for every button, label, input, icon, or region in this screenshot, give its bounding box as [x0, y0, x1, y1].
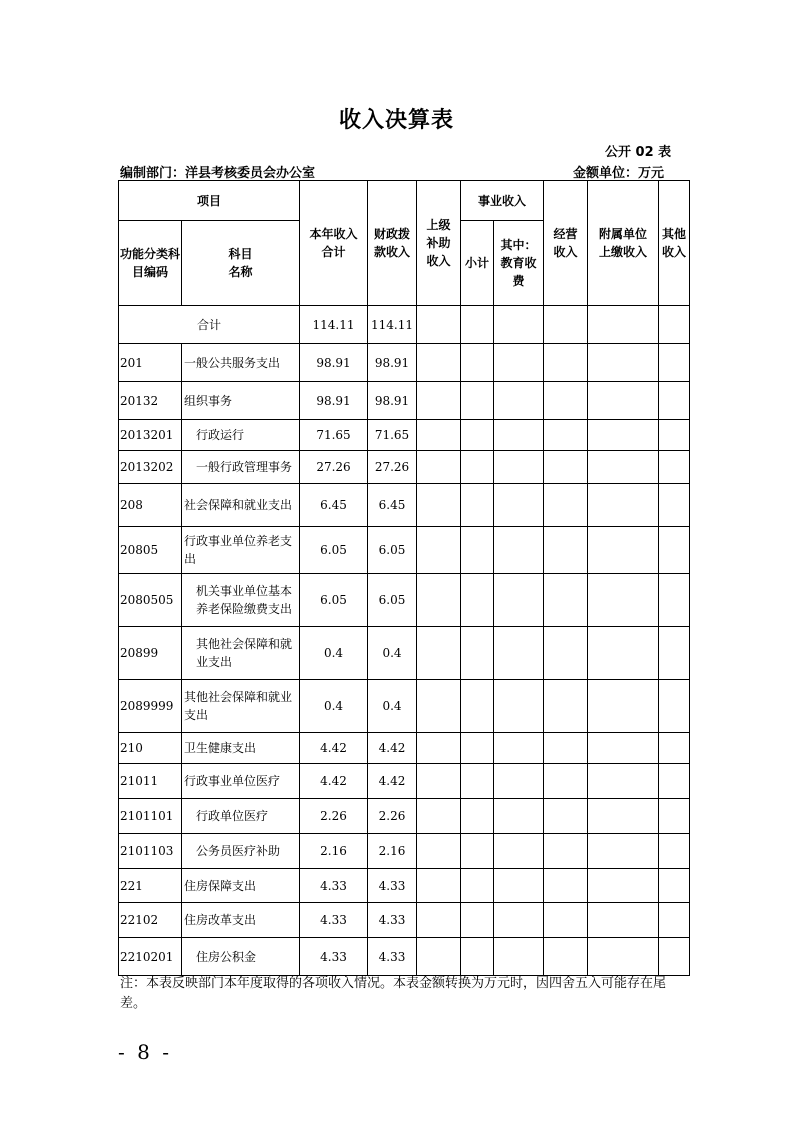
empty-cell [417, 382, 461, 420]
row-fiscal: 0.4 [368, 680, 417, 733]
empty-cell [417, 733, 461, 764]
empty-cell [461, 733, 494, 764]
empty-cell [659, 834, 690, 869]
empty-cell [494, 627, 544, 680]
empty-cell [461, 527, 494, 574]
empty-cell [461, 451, 494, 484]
header-subject-name [182, 221, 300, 306]
total-amount: 114.11 [300, 306, 368, 344]
row-code: 20805 [119, 527, 182, 574]
row-fiscal: 6.45 [368, 484, 417, 527]
empty-cell [544, 938, 588, 976]
empty-cell [588, 834, 659, 869]
empty-cell [544, 344, 588, 382]
empty-cell [588, 764, 659, 799]
table-row [119, 733, 690, 764]
empty-cell [494, 733, 544, 764]
row-code: 21011 [119, 764, 182, 799]
empty-cell [659, 344, 690, 382]
empty-cell [544, 869, 588, 903]
empty-cell [588, 451, 659, 484]
empty-cell [494, 799, 544, 834]
empty-cell [544, 627, 588, 680]
header-total-text: 本年收入合计 [309, 227, 358, 259]
empty-cell [659, 627, 690, 680]
empty-cell [588, 382, 659, 420]
empty-cell [659, 306, 690, 344]
header-affiliated [588, 181, 659, 306]
row-name: 其他社会保障和就业支出 [182, 627, 300, 680]
row-fiscal: 2.16 [368, 834, 417, 869]
empty-cell [659, 527, 690, 574]
empty-cell [461, 834, 494, 869]
empty-cell [588, 420, 659, 451]
table-row [119, 764, 690, 799]
table-row [119, 627, 690, 680]
table-row [119, 869, 690, 903]
row-total: 27.26 [300, 451, 368, 484]
row-total: 6.05 [300, 574, 368, 627]
empty-cell [544, 420, 588, 451]
empty-cell [417, 306, 461, 344]
table-row [119, 903, 690, 938]
empty-cell [417, 764, 461, 799]
empty-cell [417, 903, 461, 938]
empty-cell [659, 903, 690, 938]
empty-cell [659, 869, 690, 903]
empty-cell [417, 938, 461, 976]
row-name: 公务员医疗补助 [182, 834, 300, 869]
row-total: 6.45 [300, 484, 368, 527]
table-row [119, 527, 690, 574]
table-row [119, 574, 690, 627]
row-total: 4.42 [300, 733, 368, 764]
empty-cell [494, 680, 544, 733]
row-fiscal: 4.33 [368, 938, 417, 976]
table-note: 注：本表反映部门本年度取得的各项收入情况。本表金额转换为万元时，因四舍五入可能存在尾差。 [120, 976, 667, 1011]
header-other-text: 其他收入 [662, 227, 687, 259]
row-code: 20132 [119, 382, 182, 420]
page-number: - 8 - [118, 1040, 172, 1064]
empty-cell [417, 799, 461, 834]
header-business: 事业收入 [461, 181, 544, 221]
row-code: 2013202 [119, 451, 182, 484]
row-total: 4.33 [300, 938, 368, 976]
header-operating [544, 181, 588, 306]
header-project: 项目 [119, 181, 300, 221]
empty-cell [544, 527, 588, 574]
table-row [119, 420, 690, 451]
row-name: 机关事业单位基本养老保险缴费支出 [182, 574, 300, 627]
row-fiscal: 2.26 [368, 799, 417, 834]
empty-cell [494, 451, 544, 484]
empty-cell [461, 574, 494, 627]
table-row [119, 382, 690, 420]
empty-cell [461, 903, 494, 938]
row-total: 2.26 [300, 799, 368, 834]
row-name: 其他社会保障和就业支出 [182, 680, 300, 733]
empty-cell [588, 574, 659, 627]
empty-cell [544, 834, 588, 869]
header-other [659, 181, 690, 306]
empty-cell [494, 420, 544, 451]
empty-cell [588, 903, 659, 938]
table-row [119, 938, 690, 976]
empty-cell [461, 484, 494, 527]
empty-cell [544, 484, 588, 527]
row-fiscal: 6.05 [368, 574, 417, 627]
empty-cell [461, 344, 494, 382]
row-total: 98.91 [300, 344, 368, 382]
form-number: 公开 02 表 [605, 145, 672, 160]
empty-cell [417, 527, 461, 574]
empty-cell [461, 420, 494, 451]
total-label: 合计 [119, 306, 300, 344]
empty-cell [494, 764, 544, 799]
empty-cell [659, 484, 690, 527]
row-total: 2.16 [300, 834, 368, 869]
row-total: 4.33 [300, 869, 368, 903]
header-subtotal: 小计 [461, 221, 494, 306]
row-fiscal: 4.42 [368, 733, 417, 764]
empty-cell [588, 484, 659, 527]
empty-cell [494, 382, 544, 420]
row-name: 社会保障和就业支出 [182, 484, 300, 527]
table-row [119, 344, 690, 382]
amount-unit: 金额单位：万元 [573, 166, 665, 181]
empty-cell [417, 451, 461, 484]
row-name: 一般行政管理事务 [182, 451, 300, 484]
table-row [119, 484, 690, 527]
row-total: 4.33 [300, 903, 368, 938]
empty-cell [544, 799, 588, 834]
table-row [119, 799, 690, 834]
empty-cell [417, 484, 461, 527]
header-fiscal-text: 财政拨款收入 [374, 227, 411, 259]
document-title: 收入决算表 [338, 108, 454, 133]
row-total: 0.4 [300, 680, 368, 733]
row-name: 行政单位医疗 [182, 799, 300, 834]
empty-cell [494, 306, 544, 344]
row-fiscal: 27.26 [368, 451, 417, 484]
empty-cell [417, 680, 461, 733]
empty-cell [417, 869, 461, 903]
header-operating-text: 经营收入 [553, 227, 578, 259]
row-name: 卫生健康支出 [182, 733, 300, 764]
empty-cell [544, 306, 588, 344]
row-total: 0.4 [300, 627, 368, 680]
empty-cell [588, 627, 659, 680]
row-name: 行政事业单位医疗 [182, 764, 300, 799]
row-total: 6.05 [300, 527, 368, 574]
row-fiscal: 6.05 [368, 527, 417, 574]
header-total [300, 181, 368, 306]
header-education [494, 221, 544, 306]
row-code: 210 [119, 733, 182, 764]
table-row [119, 451, 690, 484]
row-total: 71.65 [300, 420, 368, 451]
empty-cell [588, 733, 659, 764]
empty-cell [544, 764, 588, 799]
total-row [119, 306, 690, 344]
empty-cell [588, 680, 659, 733]
empty-cell [659, 574, 690, 627]
row-total: 4.42 [300, 764, 368, 799]
row-name: 一般公共服务支出 [182, 344, 300, 382]
empty-cell [659, 680, 690, 733]
row-code: 2013201 [119, 420, 182, 451]
row-name: 住房公积金 [182, 938, 300, 976]
empty-cell [417, 627, 461, 680]
header-affiliated-text: 附属单位上缴收入 [599, 227, 648, 259]
empty-cell [494, 574, 544, 627]
row-fiscal: 4.42 [368, 764, 417, 799]
empty-cell [544, 733, 588, 764]
empty-cell [417, 574, 461, 627]
table-row [119, 680, 690, 733]
empty-cell [494, 834, 544, 869]
row-code: 221 [119, 869, 182, 903]
row-total: 98.91 [300, 382, 368, 420]
empty-cell [461, 799, 494, 834]
row-fiscal: 4.33 [368, 903, 417, 938]
row-code: 201 [119, 344, 182, 382]
row-name: 组织事务 [182, 382, 300, 420]
row-fiscal: 0.4 [368, 627, 417, 680]
empty-cell [494, 869, 544, 903]
row-code: 2101103 [119, 834, 182, 869]
row-name: 住房保障支出 [182, 869, 300, 903]
row-fiscal: 71.65 [368, 420, 417, 451]
empty-cell [544, 382, 588, 420]
empty-cell [494, 344, 544, 382]
row-fiscal: 98.91 [368, 344, 417, 382]
empty-cell [461, 764, 494, 799]
header-superior-text: 上级补助收入 [426, 218, 451, 268]
table-row [119, 834, 690, 869]
row-code: 2101101 [119, 799, 182, 834]
row-name: 行政运行 [182, 420, 300, 451]
empty-cell [659, 451, 690, 484]
empty-cell [461, 680, 494, 733]
income-table [118, 180, 690, 976]
empty-cell [494, 527, 544, 574]
header-superior [417, 181, 461, 306]
empty-cell [659, 799, 690, 834]
empty-cell [659, 733, 690, 764]
empty-cell [588, 344, 659, 382]
empty-cell [494, 938, 544, 976]
empty-cell [417, 420, 461, 451]
row-code: 208 [119, 484, 182, 527]
total-fiscal: 114.11 [368, 306, 417, 344]
empty-cell [588, 306, 659, 344]
empty-cell [461, 869, 494, 903]
header-subject-name-text: 科目名称 [228, 247, 253, 279]
empty-cell [659, 938, 690, 976]
empty-cell [659, 420, 690, 451]
row-code: 20899 [119, 627, 182, 680]
empty-cell [461, 938, 494, 976]
row-code: 2089999 [119, 680, 182, 733]
row-name: 行政事业单位养老支出 [182, 527, 300, 574]
header-education-text: 其中：教育收费 [500, 238, 537, 288]
empty-cell [659, 764, 690, 799]
empty-cell [461, 306, 494, 344]
empty-cell [588, 527, 659, 574]
header-func-code-text: 功能分类科目编码 [119, 247, 180, 279]
empty-cell [461, 627, 494, 680]
empty-cell [588, 799, 659, 834]
row-code: 2210201 [119, 938, 182, 976]
empty-cell [461, 382, 494, 420]
row-code: 22102 [119, 903, 182, 938]
empty-cell [588, 938, 659, 976]
row-fiscal: 4.33 [368, 869, 417, 903]
header-func-code [119, 221, 182, 306]
empty-cell [494, 484, 544, 527]
row-name: 住房改革支出 [182, 903, 300, 938]
empty-cell [659, 382, 690, 420]
empty-cell [544, 574, 588, 627]
row-code: 2080505 [119, 574, 182, 627]
empty-cell [544, 680, 588, 733]
compiling-department: 编制部门：洋县考核委员会办公室 [120, 166, 316, 181]
empty-cell [544, 903, 588, 938]
row-fiscal: 98.91 [368, 382, 417, 420]
header-fiscal [368, 181, 417, 306]
empty-cell [588, 869, 659, 903]
empty-cell [544, 451, 588, 484]
empty-cell [417, 834, 461, 869]
empty-cell [494, 903, 544, 938]
header-row-1 [119, 181, 690, 221]
empty-cell [417, 344, 461, 382]
